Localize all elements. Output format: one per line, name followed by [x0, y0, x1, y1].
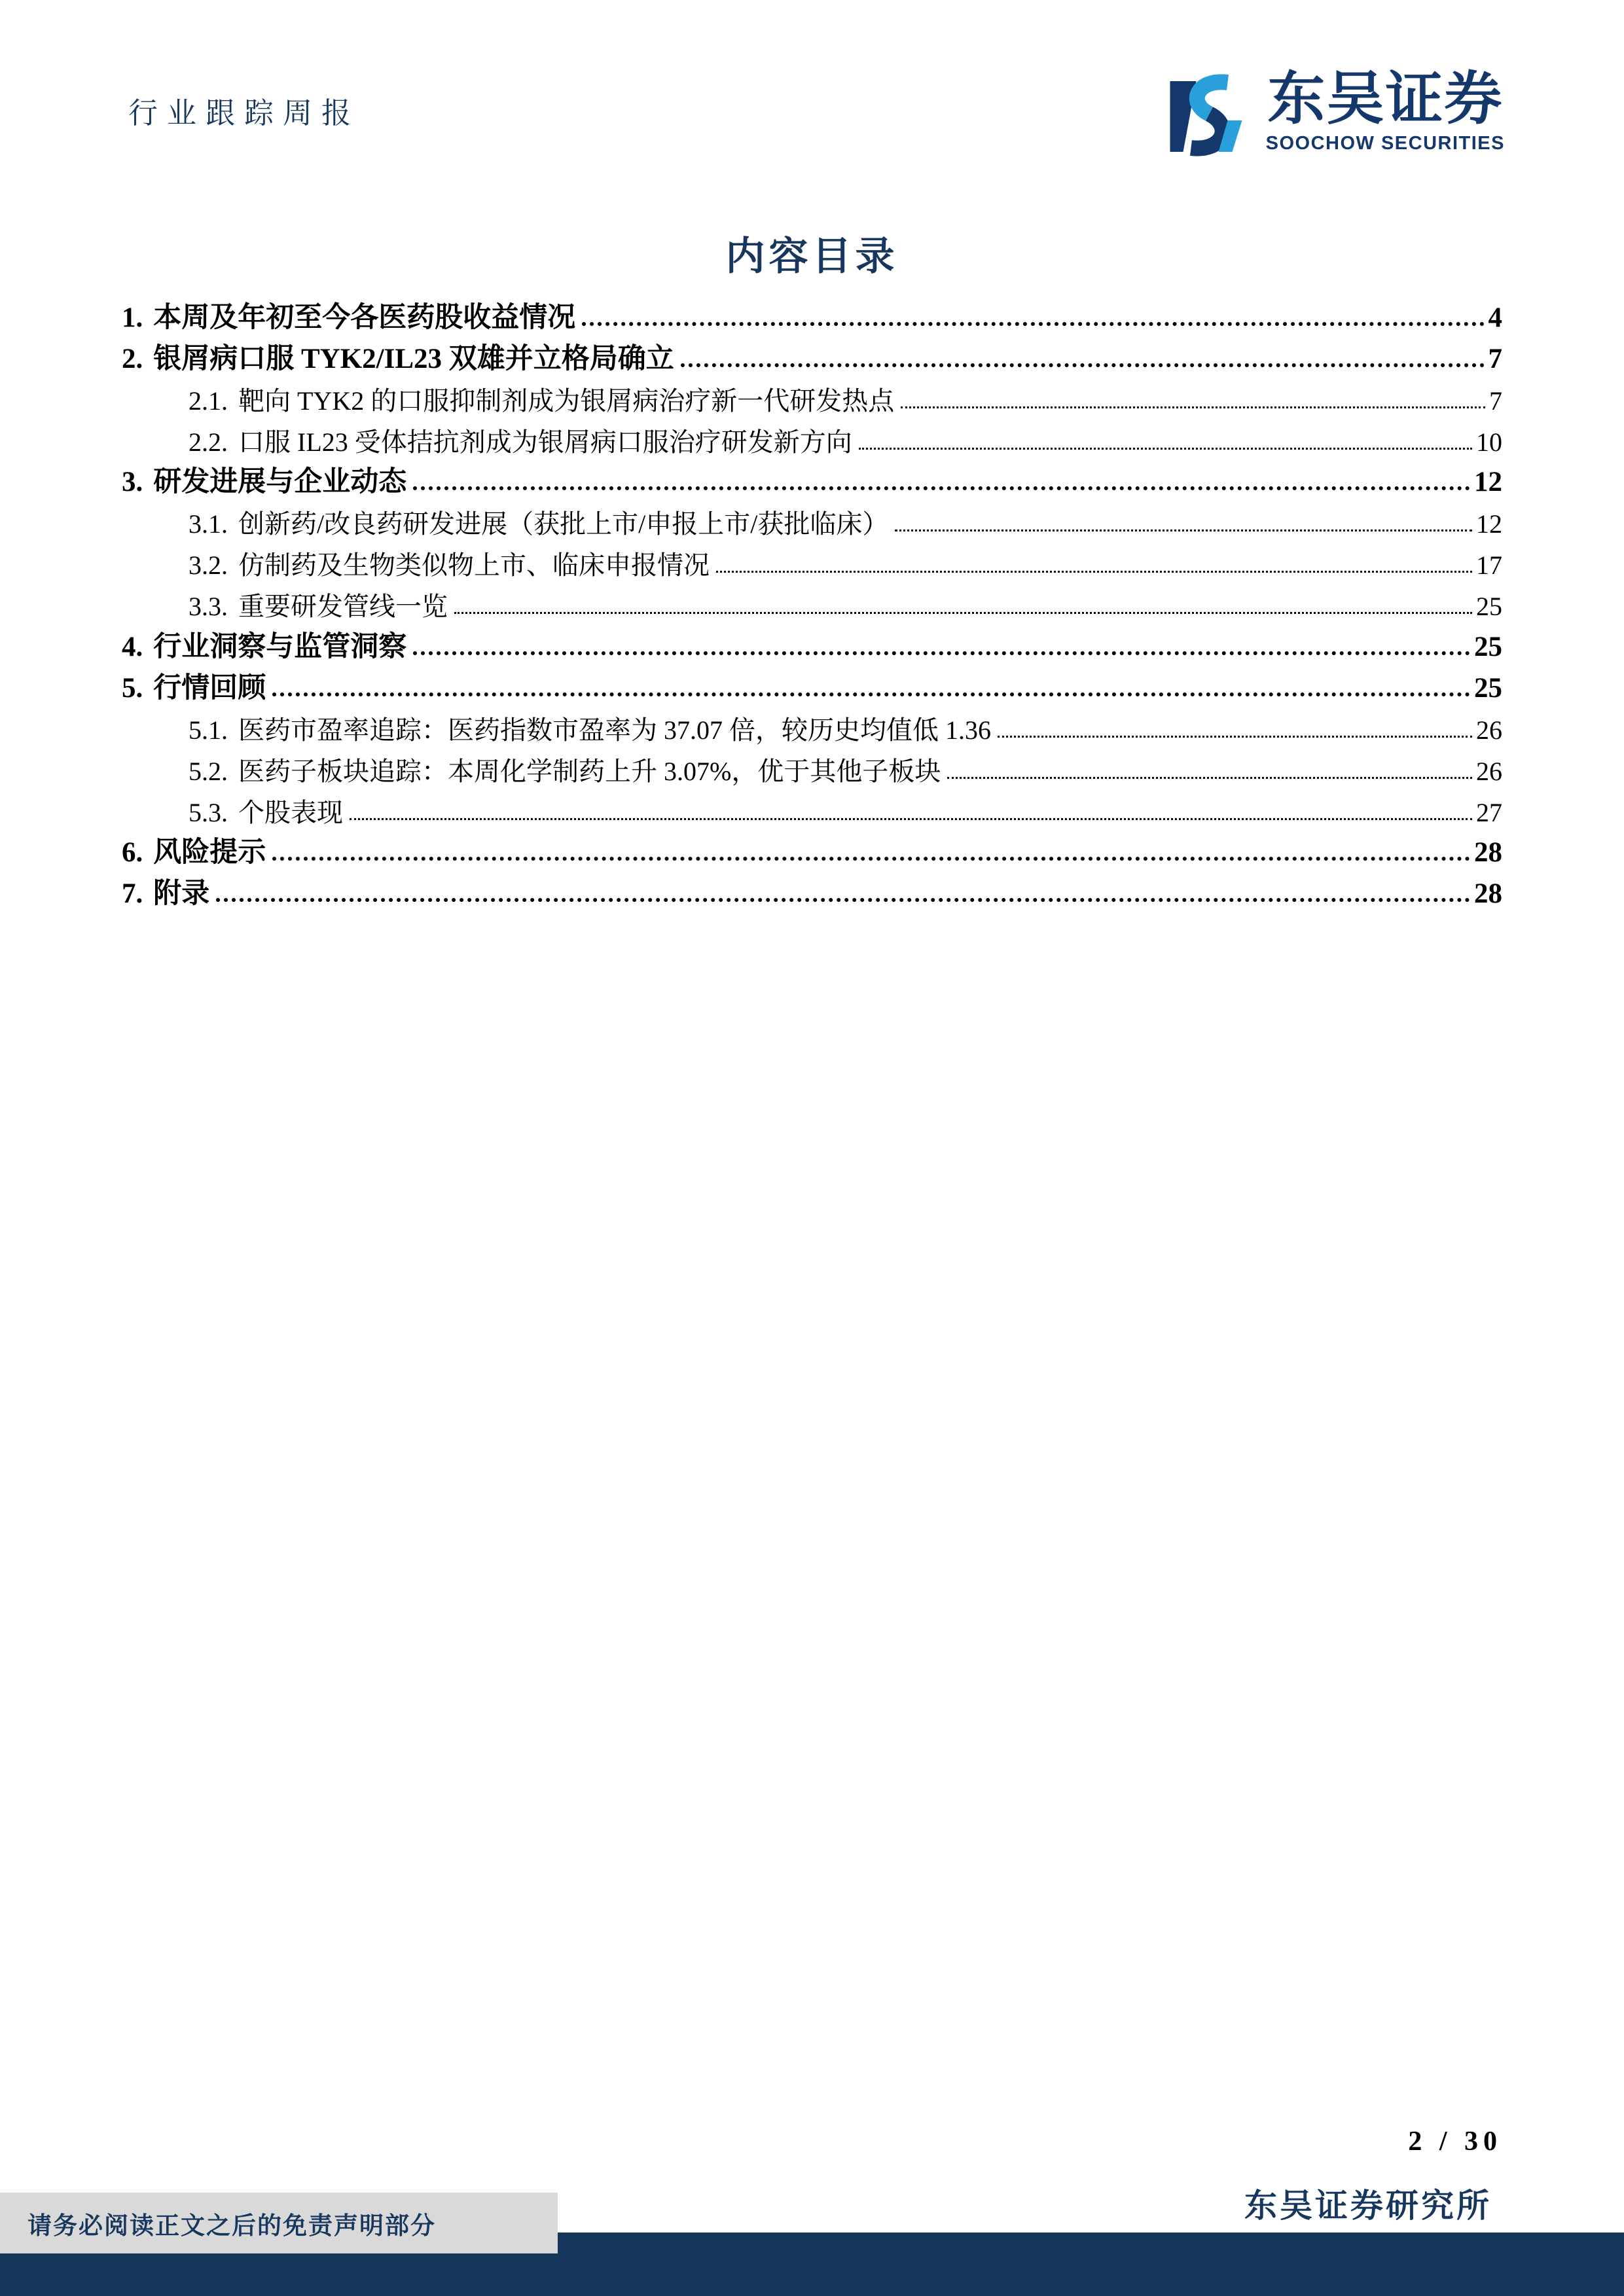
toc-entry-page: 7 — [1489, 386, 1502, 416]
toc-entry[interactable] — [122, 378, 1502, 420]
toc-dotted-leader — [859, 448, 1472, 450]
toc-dotted-leader — [413, 651, 1470, 655]
toc-dotted-leader — [413, 486, 1470, 490]
disclaimer-box — [0, 2193, 558, 2253]
toc-entry-number: 4. — [122, 632, 143, 663]
toc-entry-label: 附录 — [153, 878, 210, 910]
page-number-indicator: 2 / 30 — [1408, 2126, 1502, 2157]
toc-entry-page: 26 — [1476, 715, 1502, 745]
toc-entry-page: 26 — [1476, 756, 1502, 786]
toc-entry-number: 5.3. — [189, 797, 228, 827]
toc-entry-label: 研发进展与企业动态 — [153, 467, 407, 498]
toc-dotted-leader — [947, 777, 1472, 779]
toc-dotted-leader — [998, 736, 1472, 738]
toc-entry-number: 3.1. — [189, 509, 228, 539]
toc-entry[interactable] — [122, 790, 1502, 831]
soochow-logo — [1158, 69, 1505, 161]
toc-entry-label: 仿制药及生物类似物上市、临床申报情况 — [238, 550, 710, 581]
toc-entry-number: 3.2. — [189, 550, 228, 581]
toc-dotted-leader — [216, 898, 1470, 902]
toc-entry-number: 2. — [122, 343, 143, 374]
toc-entry[interactable] — [122, 831, 1502, 872]
toc-entry-label: 个股表现 — [238, 797, 343, 827]
toc-entry-page: 4 — [1488, 302, 1502, 333]
toc-entry-number: 3. — [122, 467, 143, 498]
toc-entry-page: 7 — [1488, 343, 1502, 374]
toc-entry-label: 行情回顾 — [153, 672, 266, 704]
toc-entry-label: 靶向 TYK2 的口服抑制剂成为银屑病治疗新一代研发热点 — [238, 386, 895, 416]
toc-entry-number: 6. — [122, 837, 143, 869]
toc-entry-page: 12 — [1474, 467, 1502, 498]
toc-entry-page: 25 — [1476, 592, 1502, 622]
toc-dotted-leader — [895, 529, 1472, 531]
soochow-logo-icon — [1158, 69, 1253, 161]
toc-entry[interactable] — [122, 501, 1502, 543]
toc-entry-label: 口服 IL23 受体拮抗剂成为银屑病口服治疗研发新方向 — [238, 427, 852, 457]
toc-entry[interactable] — [122, 584, 1502, 625]
toc-entry-label: 本周及年初至今各医药股收益情况 — [153, 302, 576, 333]
toc-entry-number: 5. — [122, 672, 143, 704]
toc-entry-page: 28 — [1474, 837, 1502, 869]
toc-entry-page: 28 — [1474, 878, 1502, 910]
toc-entry[interactable] — [122, 337, 1502, 378]
toc-dotted-leader — [582, 322, 1484, 326]
research-institute-label: 东吴证券研究所 — [1244, 2187, 1492, 2224]
toc-entry-label: 医药市盈率追踪：医药指数市盈率为 37.07 倍，较历史均值低 1.36 — [238, 715, 991, 745]
toc-dotted-leader — [716, 571, 1472, 573]
toc-dotted-leader — [272, 692, 1470, 696]
toc-entry[interactable] — [122, 749, 1502, 790]
toc-entry-page: 25 — [1474, 632, 1502, 663]
toc-entry-label: 重要研发管线一览 — [238, 592, 448, 622]
toc-entry-label: 银屑病口服 TYK2/IL23 双雄并立格局确立 — [153, 343, 674, 374]
toc-entry[interactable] — [122, 666, 1502, 708]
toc-entry[interactable] — [122, 625, 1502, 666]
page-title: 内容目录 — [725, 235, 899, 278]
logo-name-en: SOOCHOW SECURITIES — [1265, 133, 1505, 154]
toc-dotted-leader — [454, 612, 1472, 614]
toc-entry-number: 5.1. — [189, 715, 228, 745]
toc-entry[interactable] — [122, 296, 1502, 337]
toc-entry-label: 风险提示 — [153, 837, 266, 869]
toc-entry-page: 25 — [1474, 672, 1502, 704]
toc-entry-number: 2.2. — [189, 427, 228, 457]
toc-entry[interactable] — [122, 461, 1502, 502]
toc-entry-page: 27 — [1476, 797, 1502, 827]
toc-entry-label: 行业洞察与监管洞察 — [153, 632, 407, 663]
toc-entry[interactable] — [122, 708, 1502, 749]
logo-name-cn: 东吴证券 — [1267, 68, 1504, 132]
toc-entry[interactable] — [122, 872, 1502, 913]
toc-entry-number: 3.3. — [189, 592, 228, 622]
table-of-contents — [122, 296, 1502, 913]
toc-dotted-leader — [272, 857, 1470, 861]
toc-entry-number: 1. — [122, 302, 143, 333]
toc-entry-page: 12 — [1476, 509, 1502, 539]
toc-entry-page: 10 — [1476, 427, 1502, 457]
disclaimer-text: 请务必阅读正文之后的免责声明部分 — [27, 2212, 436, 2240]
toc-entry[interactable] — [122, 420, 1502, 461]
toc-entry[interactable] — [122, 543, 1502, 584]
report-type-label: 行业跟踪周报 — [128, 97, 361, 130]
toc-entry-number: 2.1. — [189, 386, 228, 416]
logo-wordmark — [1266, 69, 1505, 154]
toc-dotted-leader — [901, 406, 1485, 408]
toc-entry-number: 5.2. — [189, 756, 228, 786]
toc-entry-label: 创新药/改良药研发进展（获批上市/申报上市/获批临床） — [238, 509, 889, 539]
toc-entry-label: 医药子板块追踪：本周化学制药上升 3.07%，优于其他子板块 — [238, 756, 941, 786]
toc-dotted-leader — [350, 818, 1472, 820]
toc-entry-number: 7. — [122, 878, 143, 910]
toc-dotted-leader — [681, 363, 1485, 367]
toc-entry-page: 17 — [1476, 550, 1502, 581]
